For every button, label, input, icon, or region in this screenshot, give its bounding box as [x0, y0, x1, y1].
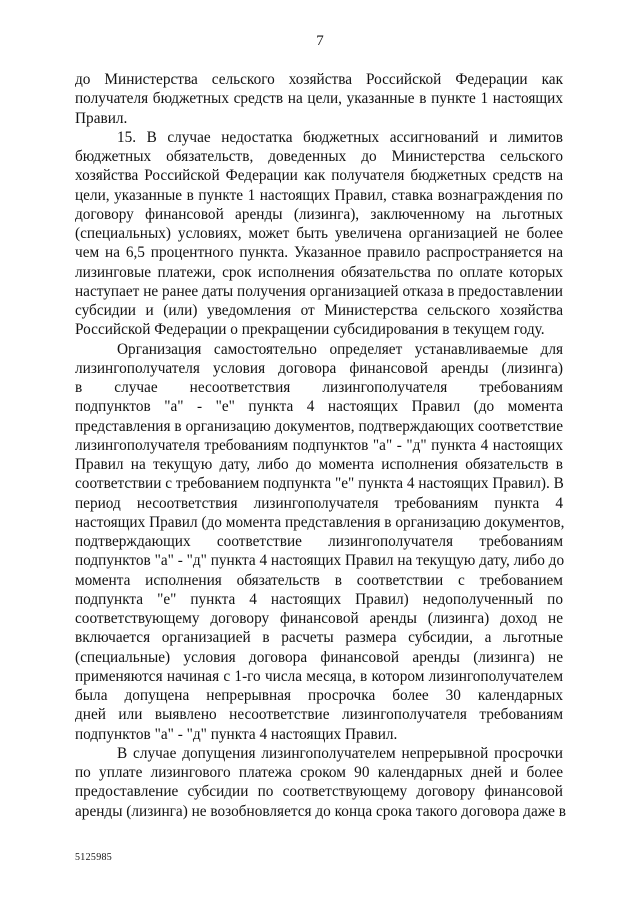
- page-number: 7: [316, 33, 324, 49]
- paragraph: [75, 744, 566, 821]
- document-code: 5125985: [75, 852, 113, 863]
- text-line: Российской Федерации о прекращении субсидирования в текущем году.: [75, 321, 545, 339]
- text-line: Правил на текущую дату, либо до момента исполнения обязательств в: [75, 456, 563, 473]
- text-line: (специальные) условия договора финансовой аренды (лизинга) не: [75, 648, 563, 666]
- text-line: соответствующему договору финансовой аренды (лизинга) доход не: [75, 610, 563, 627]
- text-line: подпунктов "а" - "е" пункта 4 настоящих Правил (до момента: [75, 398, 563, 416]
- text-line: лизингополучателя условия договора финансовой аренды (лизинга): [75, 359, 563, 377]
- paragraph: [75, 70, 563, 128]
- text-line: момента исполнения обязательств в соответствии с требованием: [75, 571, 563, 589]
- text-line: субсидии и (или) уведомления от Министерства сельского хозяйства: [75, 302, 563, 319]
- paragraph: [75, 340, 563, 744]
- text-line: Организация самостоятельно определяет устанавливаемые для: [117, 340, 563, 358]
- text-line: договору финансовой аренды (лизинга), заключенному на льготных: [75, 205, 563, 223]
- paragraph: [75, 128, 563, 340]
- text-line: подтверждающих соответствие лизингополучателя требованиям: [75, 533, 563, 550]
- text-line: предоставление субсидии по соответствующему договору финансовой: [75, 783, 563, 801]
- text-line: настоящих Правил (до момента представления в организацию документов,: [75, 513, 565, 531]
- text-line: применяются начиная с 1-го числа месяца, в котором лизингополучателем: [75, 667, 563, 685]
- text-line: 15. В случае недостатка бюджетных ассигнований и лимитов: [117, 128, 563, 146]
- text-line: чем на 6,5 процентного пункта. Указанное правило распространяется на: [75, 244, 563, 262]
- text-line: хозяйства Российской Федерации как получателя бюджетных средств на: [75, 167, 563, 185]
- text-line: дней или выявлено несоответствие лизингополучателя требованиям: [75, 706, 563, 724]
- text-line: подпунктов "а" - "д" пункта 4 настоящих Правил.: [75, 725, 398, 743]
- text-line: (специальных) условиях, может быть увеличена организацией не более: [75, 225, 563, 242]
- text-line: соответствии с требованием подпункта "е" пункта 4 настоящих Правил). В: [75, 475, 564, 493]
- text-line: в случае несоответствия лизингополучателя требованиям: [75, 379, 563, 396]
- text-line: подпунктов "а" - "д" пункта 4 настоящих Правил на текущую дату, либо до: [75, 552, 565, 570]
- text-line: по уплате лизингового платежа сроком 90 календарных дней и более: [75, 764, 563, 781]
- text-line: подпункта "е" пункта 4 настоящих Правил) недополученный по: [75, 590, 563, 608]
- text-line: получателя бюджетных средств на цели, указанные в пункте 1 настоящих: [75, 90, 563, 108]
- text-line: включается организацией в расчеты размера субсидии, а льготные: [75, 629, 563, 647]
- text-line: до Министерства сельского хозяйства Российской Федерации как: [75, 71, 563, 88]
- text-line: аренды (лизинга) не возобновляется до конца срока такого договора даже в: [75, 802, 566, 820]
- document-body: [75, 70, 566, 821]
- text-line: была допущена непрерывная просрочка более 30 календарных: [75, 687, 563, 704]
- text-line: цели, указанные в пункте 1 настоящих Правил, ставка вознаграждения по: [75, 186, 563, 204]
- text-line: наступает не ранее даты получения организацией отказа в предоставлении: [75, 282, 563, 300]
- text-line: В случае допущения лизингополучателем непрерывной просрочки: [117, 744, 563, 762]
- text-line: период несоответствия лизингополучателя требованиям пункта 4: [75, 494, 563, 512]
- text-line: бюджетных обязательств, доведенных до Министерства сельского: [75, 148, 563, 165]
- text-line: лизинговые платежи, срок исполнения обязательства по оплате которых: [75, 263, 563, 281]
- text-line: Правил.: [75, 109, 128, 127]
- text-line: представления в организацию документов, подтверждающих соответствие: [75, 417, 563, 435]
- text-line: лизингополучателя требованиям подпунктов "а" - "д" пункта 4 настоящих: [75, 436, 563, 454]
